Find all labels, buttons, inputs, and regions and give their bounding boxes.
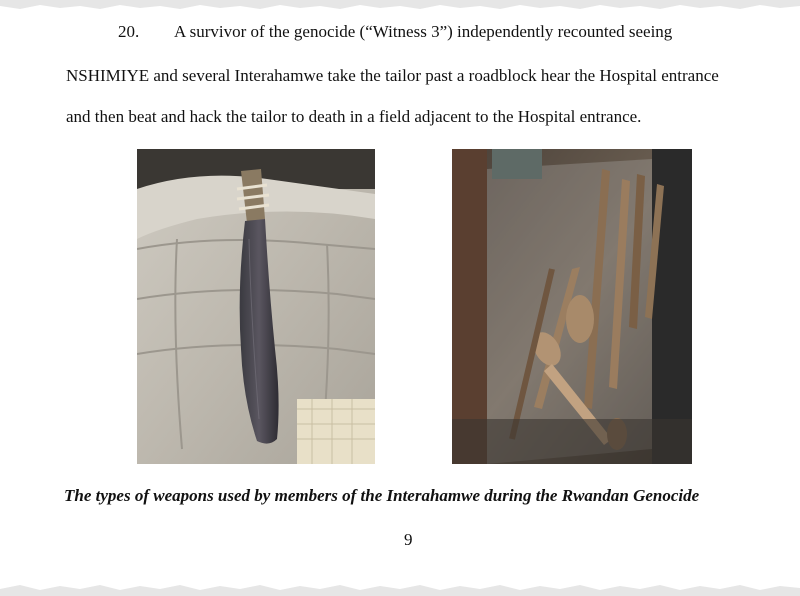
paragraph-text-line-1: A survivor of the genocide (“Witness 3”) independently recounted seeing (174, 22, 673, 41)
clubs-display-photo-image (452, 149, 692, 464)
page-number: 9 (404, 530, 413, 549)
torn-paper-bottom-edge (0, 582, 800, 596)
machete-photo (137, 149, 375, 464)
paragraph-number: 20. (118, 22, 140, 41)
clubs-display-photo (452, 149, 692, 464)
paragraph-text-line-3: and then beat and hack the tailor to death in a field adjacent to the Hospital entrance. (66, 107, 642, 126)
torn-paper-top-edge (0, 0, 800, 14)
machete-photo-image (137, 149, 375, 464)
paragraph-text-line-2: NSHIMIYE and several Interahamwe take the tailor past a roadblock hear the Hospital entrance (66, 66, 719, 85)
figure-caption: The types of weapons used by members of the Interahamwe during the Rwandan Genocide (64, 486, 700, 505)
